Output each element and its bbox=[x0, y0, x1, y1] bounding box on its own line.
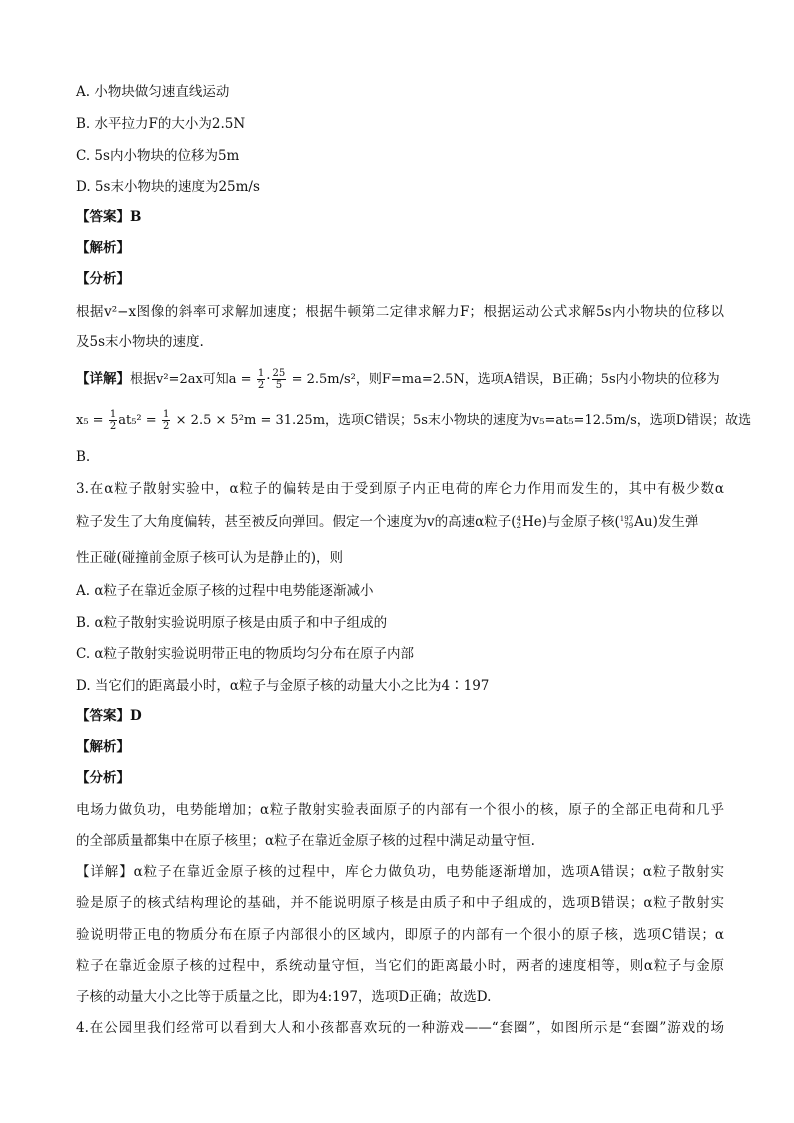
q4-stem-line1: 4.在公园里我们经常可以看到大人和小孩都喜欢玩的一种游戏——“套圈”，如图所示是“套圈”游戏的场 bbox=[76, 1020, 724, 1036]
q3-analysis-line2: 的全部质量都集中在原子核里；α粒子在靠近金原子核的过程中满足动量守恒. bbox=[76, 833, 535, 849]
q3-stem-line2: 粒子发生了大角度偏转，甚至被反向弹回。假定一个速度为v的高速α粒子( 4 2 He)与金原子核( 197 79 Au)发生弹 bbox=[76, 514, 699, 530]
helium-nuclide-symbol: 4 2 bbox=[516, 514, 521, 530]
q2-detail-label: 【详解】 bbox=[76, 371, 130, 387]
q3-detail-line4: 粒子在靠近金原子核的过程中，系统动量守恒，当它们的距离最小时，两者的速度相等，则α粒子与金原 bbox=[76, 958, 724, 974]
q2-detail-text1b: = 2.5m/s²，则F=ma=2.5N，选项A错误，B正确；5s内小物块的位移为 bbox=[291, 372, 720, 387]
q3-detail-line2: 验是原子的核式结构理论的基础，并不能说明原子核是由质子和中子组成的，选项B错误；α粒子散射实 bbox=[76, 895, 724, 911]
q2-detail-text2b: at₅² = bbox=[118, 413, 157, 428]
q2-analysis-line1: 根据v²−x图像的斜率可求解加速度；根据牛顿第二定律求解力F；根据运动公式求解5s内小物块的位移以 bbox=[76, 304, 724, 320]
q2-fraction-half-2: $\frac{1}{2}$ bbox=[109, 409, 117, 432]
q2-detail-text1a: 根据v²=2ax可知a = bbox=[130, 372, 252, 387]
q2-option-a: A. 小物块做匀速直线运动 bbox=[76, 84, 230, 100]
q3-option-a: A. α粒子在靠近金原子核的过程中电势能逐渐减小 bbox=[76, 583, 374, 599]
q3-option-b: B. α粒子散射实验说明原子核是由质子和中子组成的 bbox=[76, 615, 388, 631]
q2-answer: 【答案】B bbox=[76, 209, 142, 225]
q3-detail-line1: 【详解】α粒子在靠近金原子核的过程中，库仑力做负功，电势能逐渐增加，选项A错误；α粒子散射实 bbox=[76, 864, 724, 880]
q2-detail-text2a: x₅ = bbox=[76, 413, 104, 428]
q3-option-c: C. α粒子散射实验说明带正电的物质均匀分布在原子内部 bbox=[76, 646, 415, 662]
q3-stem-line1: 3.在α粒子散射实验中，α粒子的偏转是由于受到原子内正电荷的库仑力作用而发生的，其中有极少数α bbox=[76, 481, 724, 497]
q3-stem-text2c: )发生弹 bbox=[652, 514, 699, 530]
q2-fraction-25-5: $\frac{25}{5}$ bbox=[272, 368, 286, 391]
q2-fraction-half: $\frac{1}{2}$ bbox=[257, 368, 265, 391]
q2-fraction-half-3: $\frac{1}{2}$ bbox=[162, 409, 170, 432]
q3-detail-line3: 验说明带正电的物质分布在原子内部很小的区域内，即原子的内部有一个很小的原子核，选项C错误；α bbox=[76, 927, 724, 943]
q3-answer: 【答案】D bbox=[76, 708, 142, 724]
q3-fenxi-heading: 【分析】 bbox=[76, 770, 130, 786]
q3-stem-line3: 性正碰(碰撞前金原子核可认为是静止的)，则 bbox=[76, 550, 344, 566]
q2-detail-line1: 【详解】根据v²=2ax可知a = $\frac{1}{2}$ · $\frac{25}{5}$ = 2.5m/s²，则F=ma=2.5N，选项A错误，B正确；5s内小物块的位移为 bbox=[76, 368, 720, 391]
q2-jiexi-heading: 【解析】 bbox=[76, 240, 130, 256]
q3-jiexi-heading: 【解析】 bbox=[76, 739, 130, 755]
gold-nuclide-symbol: 197 79 bbox=[619, 514, 634, 530]
q3-detail-line5: 子核的动量大小之比等于质量之比，即为4:197，选项D正确；故选D. bbox=[76, 989, 492, 1005]
q2-detail-line2 bbox=[76, 409, 751, 432]
q2-option-b: B. 水平拉力F的大小为2.5N bbox=[76, 116, 246, 132]
q2-option-c: C. 5s内小物块的位移为5m bbox=[76, 148, 240, 164]
q2-detail-text2c: × 2.5 × 5²m = 31.25m，选项C错误；5s末小物块的速度为v₅=at₅=12.5m/s，选项D错误；故选 bbox=[175, 413, 752, 428]
q2-analysis-line2: 及5s末小物块的速度. bbox=[76, 334, 204, 350]
q2-detail-line3: B. bbox=[76, 449, 91, 465]
q3-stem-text2a: 粒子发生了大角度偏转，甚至被反向弹回。假定一个速度为v的高速α粒子( bbox=[76, 514, 517, 530]
q3-analysis-line1: 电场力做负功，电势能增加；α粒子散射实验表面原子的内部有一个很小的核，原子的全部正电荷和几乎 bbox=[76, 802, 724, 818]
q2-option-d: D. 5s末小物块的速度为25m/s bbox=[76, 179, 260, 195]
q2-fenxi-heading: 【分析】 bbox=[76, 271, 130, 287]
q3-option-d: D. 当它们的距离最小时，α粒子与金原子核的动量大小之比为4∶197 bbox=[76, 678, 490, 694]
q3-stem-text2b: )与金原子核( bbox=[541, 514, 620, 530]
